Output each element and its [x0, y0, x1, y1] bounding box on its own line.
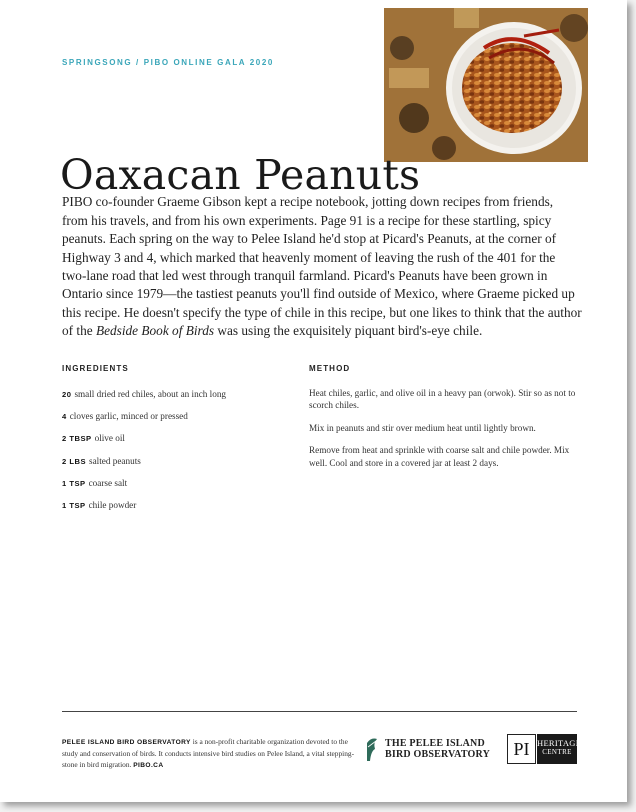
- ingredient-item: [62, 455, 292, 477]
- ingredient-text: cloves garlic, minced or pressed: [69, 411, 188, 422]
- method-step: Remove from heat and sprinkle with coarse salt and chile powder. Mix well. Cool and store in a covered jar at least 2 days.: [309, 445, 570, 468]
- ingredient-text: coarse salt: [88, 477, 128, 488]
- hero-illustration: [384, 8, 588, 162]
- method-step: Heat chiles, garlic, and olive oil in a heavy pan (orwok). Stir so as not to scorch chiles.: [309, 388, 576, 411]
- ingredient-text: small dried red chiles, about an inch long: [74, 389, 227, 399]
- event-eyebrow: SPRINGSONG / PIBO ONLINE GALA 2020: [62, 58, 274, 67]
- ingredient-item: [62, 477, 292, 499]
- intro-paragraph: [62, 193, 582, 340]
- method-heading: METHOD: [309, 364, 351, 373]
- footer-description: [62, 737, 362, 771]
- method-step: Mix in peanuts and stir over medium heat until lightly brown.: [309, 422, 536, 433]
- intro-text-part1: PIBO co-founder Graeme Gibson kept a recipe notebook, jotting down recipes from friends, from his travels, and from his own experiments. Page 91 is a recipe for these startling, spicy peanuts. Each spring on the way to Pelee Island he'd stop at Picard's Peanuts, at the corner of Highway 3 and 4, which marked that heavenly moment of leaving the rush of the 401 for the two-lane road that led west through tranquil farmland. Picard's Peanuts have been grown in Ontario since 1979—the tastiest peanuts you'll find outside of Mexico, where Graeme picked up this recipe. He doesn't specify the type of chile in this recipe, but one likes to think that the author of the: [62, 194, 582, 339]
- ingredient-qty: 20: [62, 390, 72, 399]
- pi-monogram: PI: [507, 734, 536, 764]
- heritage-centre-logo: [507, 734, 582, 764]
- ingredient-qty: 1 TSP: [62, 478, 86, 488]
- ingredient-item: [62, 388, 292, 410]
- pibo-logo: [365, 735, 500, 769]
- website-link[interactable]: PIBO.CA: [133, 761, 164, 769]
- ingredient-text: salted peanuts: [89, 455, 141, 466]
- heritage-line2: CENTRE: [542, 748, 572, 756]
- pibo-logo-text: [385, 738, 490, 760]
- pibo-logo-line1: THE PELEE ISLAND: [385, 738, 485, 749]
- org-name: PELEE ISLAND BIRD OBSERVATORY: [62, 739, 191, 747]
- ingredient-text: chile powder: [88, 499, 137, 510]
- heritage-line1: HERITAGE: [537, 738, 582, 748]
- ingredient-text: olive oil: [94, 433, 125, 444]
- method-steps: [309, 387, 581, 479]
- pibo-logo-line2: BIRD OBSERVATORY: [385, 749, 491, 760]
- bird-icon: [365, 735, 379, 763]
- ingredient-item: [62, 432, 292, 454]
- book-title: Bedside Book of Birds: [95, 323, 215, 339]
- recipe-title: Oaxacan Peanuts: [60, 151, 421, 200]
- ingredient-qty: 2 TBSP: [62, 434, 92, 444]
- peanuts-bowl-photo: [384, 8, 588, 162]
- intro-text-part2: was using the exquisitely piquant bird's-eye chile.: [214, 323, 483, 339]
- heritage-box: [537, 734, 582, 764]
- ingredient-qty: 2 LBS: [62, 456, 87, 466]
- ingredient-qty: 4: [62, 412, 67, 422]
- ingredients-list: [62, 388, 292, 521]
- ingredient-qty: 1 TSP: [62, 500, 86, 510]
- footer-divider: [62, 711, 577, 712]
- org-description: is a non-profit charitable organization devoted to the study and conservation of birds. It conducts intensive bird studies on Pelee Island, a vital stepping-stone in bird migration.: [62, 737, 355, 769]
- ingredient-item: [62, 499, 292, 521]
- ingredients-heading: INGREDIENTS: [62, 364, 129, 373]
- ingredient-item: [62, 410, 292, 432]
